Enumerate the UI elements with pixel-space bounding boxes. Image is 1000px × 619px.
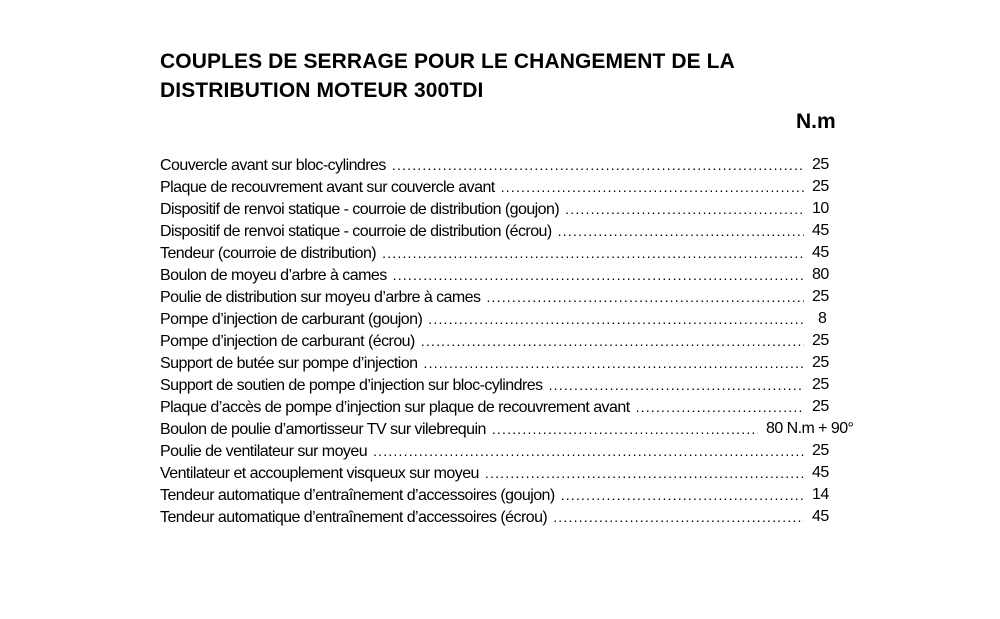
- torque-value: 10: [812, 200, 829, 217]
- torque-value: 45: [812, 508, 829, 525]
- torque-value: 25: [812, 376, 829, 393]
- dot-leader: [424, 352, 804, 374]
- title-line-2: DISTRIBUTION MOTEUR 300TDI: [160, 79, 484, 102]
- dot-leader: [373, 440, 804, 462]
- document-title: [160, 47, 860, 105]
- torque-row: [160, 374, 829, 396]
- torque-value: 25: [812, 288, 829, 305]
- torque-row: [160, 286, 829, 308]
- dot-leader: [421, 330, 804, 352]
- dot-leader: [558, 220, 804, 242]
- torque-value: 80: [812, 266, 829, 283]
- dot-leader: [565, 198, 804, 220]
- torque-value: 25: [812, 442, 829, 459]
- title-line-1: COUPLES DE SERRAGE POUR LE CHANGEMENT DE LA: [160, 50, 735, 73]
- torque-row: [160, 506, 829, 528]
- torque-label: Tendeur (courroie de distribution): [160, 243, 382, 265]
- torque-label: Support de butée sur pompe d’injection: [160, 353, 424, 375]
- torque-label: Tendeur automatique d’entraînement d’accessoires (écrou): [160, 507, 553, 529]
- torque-value: 25: [812, 398, 829, 415]
- torque-row: [160, 396, 829, 418]
- torque-value: 25: [812, 354, 829, 371]
- torque-value: 25: [812, 178, 829, 195]
- torque-row: [160, 484, 829, 506]
- torque-label: Plaque d’accès de pompe d’injection sur plaque de recouvrement avant: [160, 397, 636, 419]
- dot-leader: [553, 506, 804, 528]
- torque-row: [160, 462, 829, 484]
- torque-value: 8: [818, 310, 827, 327]
- dot-leader: [636, 396, 804, 418]
- torque-row: [160, 220, 829, 242]
- torque-row: [160, 264, 829, 286]
- torque-label: Pompe d’injection de carburant (goujon): [160, 309, 428, 331]
- torque-row: [160, 242, 829, 264]
- dot-leader: [492, 418, 758, 440]
- dot-leader: [549, 374, 804, 396]
- torque-label: Poulie de ventilateur sur moyeu: [160, 441, 373, 463]
- dot-leader: [428, 308, 804, 330]
- torque-label: Dispositif de renvoi statique - courroie de distribution (goujon): [160, 199, 565, 221]
- dot-leader: [485, 462, 804, 484]
- dot-leader: [382, 242, 804, 264]
- torque-row: [160, 308, 827, 330]
- torque-label: Tendeur automatique d’entraînement d’accessoires (goujon): [160, 485, 561, 507]
- torque-row: [160, 198, 829, 220]
- torque-label: Support de soutien de pompe d’injection sur bloc-cylindres: [160, 375, 549, 397]
- torque-row: [160, 440, 829, 462]
- torque-value: 14: [812, 486, 829, 503]
- torque-label: Plaque de recouvrement avant sur couvercle avant: [160, 177, 501, 199]
- torque-label: Boulon de poulie d’amortisseur TV sur vilebrequin: [160, 419, 492, 441]
- dot-leader: [393, 264, 804, 286]
- torque-row: [160, 418, 854, 440]
- torque-row: [160, 154, 829, 176]
- torque-label: Boulon de moyeu d’arbre à cames: [160, 265, 393, 287]
- torque-value: 45: [812, 464, 829, 481]
- dot-leader: [501, 176, 804, 198]
- dot-leader: [561, 484, 804, 506]
- torque-row: [160, 176, 829, 198]
- torque-label: Ventilateur et accouplement visqueux sur moyeu: [160, 463, 485, 485]
- dot-leader: [392, 154, 804, 176]
- torque-value: 80 N.m + 90°: [766, 420, 854, 437]
- torque-label: Couvercle avant sur bloc-cylindres: [160, 155, 392, 177]
- torque-row: [160, 352, 829, 374]
- torque-label: Dispositif de renvoi statique - courroie de distribution (écrou): [160, 221, 558, 243]
- dot-leader: [486, 286, 804, 308]
- torque-value: 25: [812, 332, 829, 349]
- torque-value: 45: [812, 222, 829, 239]
- torque-list: [160, 154, 854, 528]
- torque-value: 25: [812, 156, 829, 173]
- torque-label: Pompe d’injection de carburant (écrou): [160, 331, 421, 353]
- torque-label: Poulie de distribution sur moyeu d’arbre à cames: [160, 287, 486, 309]
- unit-header: N.m: [796, 110, 836, 133]
- torque-value: 45: [812, 244, 829, 261]
- torque-row: [160, 330, 829, 352]
